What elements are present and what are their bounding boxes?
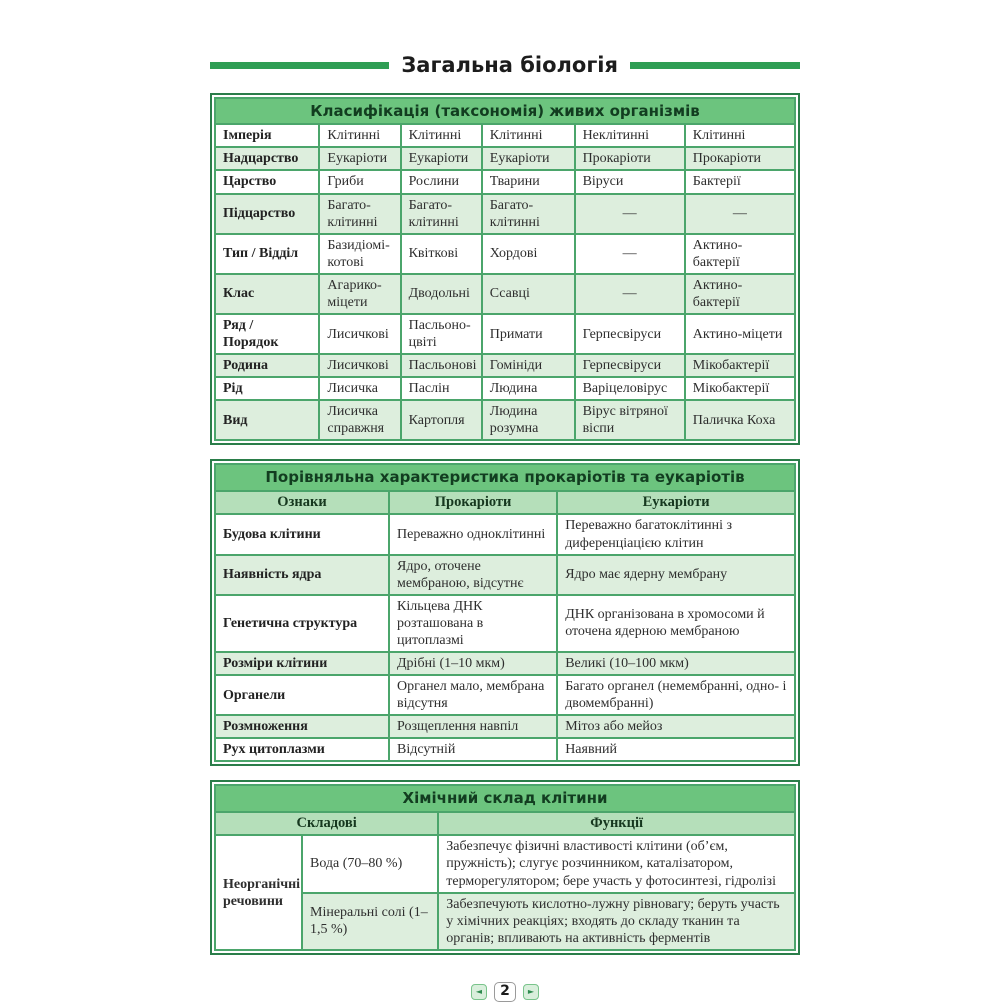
- pagination: [210, 982, 800, 1002]
- row-label: Рід: [215, 377, 319, 400]
- table-row: [215, 835, 795, 892]
- table-cell: Переважно одноклітинні: [389, 514, 557, 554]
- table-title-row: [215, 98, 795, 124]
- table-cell: Багато органел (немембранні, одно- і двомембранні): [557, 675, 795, 715]
- table-cell: Варіцеловірус: [575, 377, 685, 400]
- table-row: [215, 147, 795, 170]
- table-row: [215, 652, 795, 675]
- table-cell: Прокаріоти: [685, 147, 795, 170]
- table-row: [215, 738, 795, 761]
- table-row: [215, 170, 795, 193]
- table-row: [215, 715, 795, 738]
- table-cell: Бактерії: [685, 170, 795, 193]
- table-cell: Мікобактерії: [685, 354, 795, 377]
- table-cell: Паличка Коха: [685, 400, 795, 440]
- prokaryote-eukaryote-table: [210, 459, 800, 766]
- table-cell: Органел мало, мембрана відсутня: [389, 675, 557, 715]
- table-cell: Еукаріоти: [401, 147, 482, 170]
- table-cell: Ядро, оточене мембраною, відсутнє: [389, 555, 557, 595]
- table-title-row: [215, 464, 795, 490]
- table-cell: Хордові: [482, 234, 575, 274]
- table-cell: Герпесвіруси: [575, 314, 685, 354]
- table-cell: Еукаріоти: [482, 147, 575, 170]
- table-cell: Ядро має ядерну мембрану: [557, 555, 795, 595]
- table-cell: —: [575, 234, 685, 274]
- table-row: [215, 514, 795, 554]
- table-cell: Актино-міцети: [685, 314, 795, 354]
- row-label: Генетична структура: [215, 595, 389, 652]
- table-title: Хімічний склад клітини: [215, 785, 795, 811]
- table-cell: Багато-клітинні: [482, 194, 575, 234]
- table-cell: Переважно багатоклітинні з диференціацією клітин: [557, 514, 795, 554]
- table-row: [215, 400, 795, 440]
- table-row: [215, 893, 795, 950]
- page-header: [210, 50, 800, 80]
- table-cell: Великі (10–100 мкм): [557, 652, 795, 675]
- component-cell: Мінеральні солі (1–1,5 %): [302, 893, 438, 950]
- row-label: Тип / Відділ: [215, 234, 319, 274]
- table-title: Класифікація (таксономія) живих організмів: [215, 98, 795, 124]
- table-cell: Клітинні: [685, 124, 795, 147]
- table-cell: Клітинні: [482, 124, 575, 147]
- row-label: Вид: [215, 400, 319, 440]
- component-cell: Вода (70–80 %): [302, 835, 438, 892]
- table-cell: Тварини: [482, 170, 575, 193]
- table-cell: Віруси: [575, 170, 685, 193]
- column-header: Еукаріоти: [557, 491, 795, 515]
- table-cell: Актино-бактерії: [685, 234, 795, 274]
- row-label: Родина: [215, 354, 319, 377]
- table-cell: Клітинні: [319, 124, 400, 147]
- chevron-left-icon[interactable]: ◄: [471, 984, 487, 1000]
- column-header: Складові: [215, 812, 438, 836]
- table-row: [215, 555, 795, 595]
- row-label: Надцарство: [215, 147, 319, 170]
- table-row: [215, 377, 795, 400]
- table-cell: Базидіомі-котові: [319, 234, 400, 274]
- table-cell: Прокаріоти: [575, 147, 685, 170]
- table-cell: Людина: [482, 377, 575, 400]
- title-rule-right: [630, 62, 800, 69]
- table-cell: Наявний: [557, 738, 795, 761]
- row-label: Імперія: [215, 124, 319, 147]
- table-row: [215, 595, 795, 652]
- chevron-right-icon[interactable]: ►: [523, 984, 539, 1000]
- page-number[interactable]: 2: [494, 982, 516, 1002]
- table-cell: Кільцева ДНК розташована в цитоплазмі: [389, 595, 557, 652]
- table-cell: —: [685, 194, 795, 234]
- column-header: Ознаки: [215, 491, 389, 515]
- table-title-row: [215, 785, 795, 811]
- table-cell: Примати: [482, 314, 575, 354]
- table-cell: Паслін: [401, 377, 482, 400]
- row-label: Будова клітини: [215, 514, 389, 554]
- table-cell: Агарико-міцети: [319, 274, 400, 314]
- table-cell: Лисичкові: [319, 314, 400, 354]
- table-row: [215, 354, 795, 377]
- table-cell: —: [575, 194, 685, 234]
- row-label: Ряд / Порядок: [215, 314, 319, 354]
- table-cell: Пасльоно-цвіті: [401, 314, 482, 354]
- row-label: Органели: [215, 675, 389, 715]
- table-cell: Ссавці: [482, 274, 575, 314]
- table-cell: Картопля: [401, 400, 482, 440]
- table-cell: Лисичка: [319, 377, 400, 400]
- row-label: Підцарство: [215, 194, 319, 234]
- row-label: Розмноження: [215, 715, 389, 738]
- table-cell: Квіткові: [401, 234, 482, 274]
- table-cell: ДНК організована в хромосоми й оточена ядерною мембраною: [557, 595, 795, 652]
- table-header-row: [215, 812, 795, 836]
- table-cell: Розщеплення навпіл: [389, 715, 557, 738]
- function-cell: Забезпечують кислотно-лужну рівновагу; беруть участь у хімічних реакціях; входять до складу тканин та органів; впливають на активність ферментів: [438, 893, 795, 950]
- table-row: [215, 274, 795, 314]
- title-rule-left: [210, 62, 389, 69]
- table-cell: Актино-бактерії: [685, 274, 795, 314]
- table-cell: Клітинні: [401, 124, 482, 147]
- table-cell: —: [575, 274, 685, 314]
- table-row: [215, 675, 795, 715]
- table-cell: Багато-клітинні: [319, 194, 400, 234]
- table-cell: Гомініди: [482, 354, 575, 377]
- table-cell: Мітоз або мейоз: [557, 715, 795, 738]
- table-row: [215, 314, 795, 354]
- row-group-label: Неорганічні речовини: [215, 835, 302, 949]
- row-label: Розміри клітини: [215, 652, 389, 675]
- table-cell: Пасльонові: [401, 354, 482, 377]
- table-cell: Дводольні: [401, 274, 482, 314]
- table-cell: Еукаріоти: [319, 147, 400, 170]
- page-title: Загальна біологія: [401, 53, 618, 77]
- row-label: Рух цитоплазми: [215, 738, 389, 761]
- taxonomy-table: [210, 93, 800, 445]
- row-label: Царство: [215, 170, 319, 193]
- table-title: Порівняльна характеристика прокаріотів та еукаріотів: [215, 464, 795, 490]
- cell-composition-table: [210, 780, 800, 954]
- table-cell: Багато-клітинні: [401, 194, 482, 234]
- table-cell: Дрібні (1–10 мкм): [389, 652, 557, 675]
- row-label: Клас: [215, 274, 319, 314]
- table-cell: Лисичка справжня: [319, 400, 400, 440]
- table-cell: Лисичкові: [319, 354, 400, 377]
- book-page: [210, 50, 800, 1002]
- table-cell: Гриби: [319, 170, 400, 193]
- row-label: Наявність ядра: [215, 555, 389, 595]
- table-cell: Неклітинні: [575, 124, 685, 147]
- table-header-row: [215, 491, 795, 515]
- table-cell: Людина розумна: [482, 400, 575, 440]
- table-cell: Відсутній: [389, 738, 557, 761]
- table-row: [215, 194, 795, 234]
- table-cell: Мікобактерії: [685, 377, 795, 400]
- column-header: Функції: [438, 812, 795, 836]
- table-cell: Рослини: [401, 170, 482, 193]
- table-row: [215, 234, 795, 274]
- column-header: Прокаріоти: [389, 491, 557, 515]
- table-cell: Вірус вітряної віспи: [575, 400, 685, 440]
- function-cell: Забезпечує фізичні властивості клітини (об’єм, пружність); слугує розчинником, каталізатором, терморегулятором; бере участь у фотосинтезі, гідролізі: [438, 835, 795, 892]
- table-cell: Герпесвіруси: [575, 354, 685, 377]
- table-row: [215, 124, 795, 147]
